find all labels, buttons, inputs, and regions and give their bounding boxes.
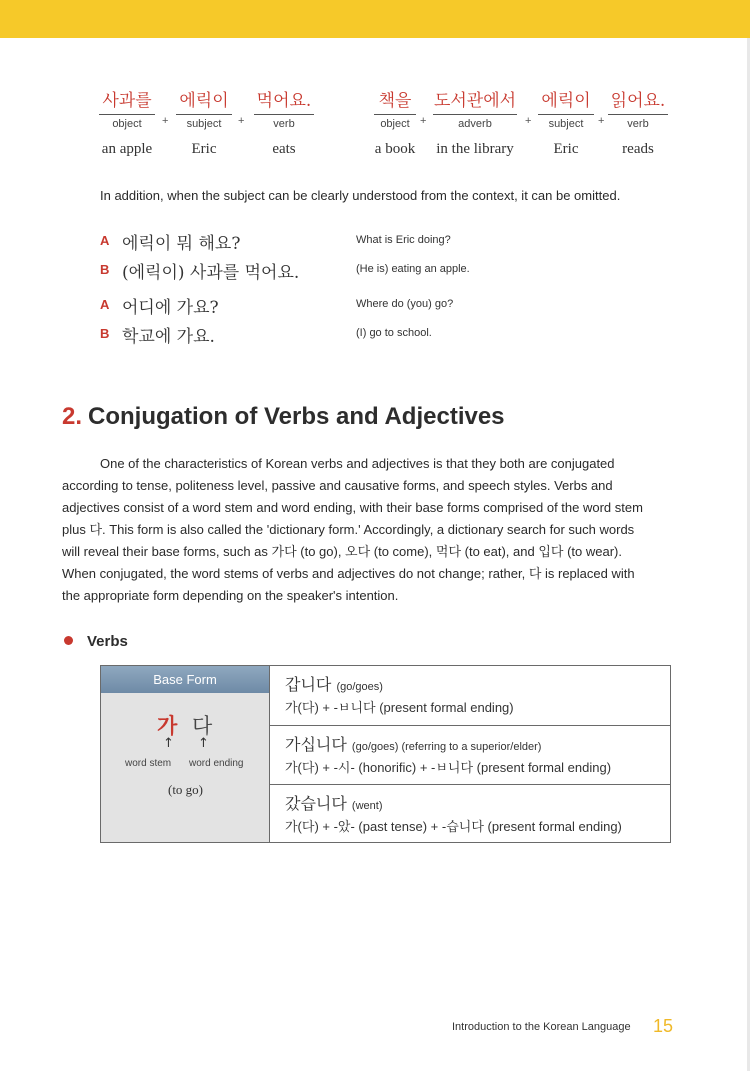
conjugation-table <box>100 665 671 843</box>
example-word-role: subject <box>186 118 222 130</box>
example-word-english: an apple <box>101 141 153 157</box>
example-word-english: in the library <box>436 141 514 157</box>
dialogue-korean: 학교에 가요. <box>122 327 215 347</box>
conjugation-formula: 가(다) + -았- (past tense) + -습니다 (present formal ending) <box>285 819 622 834</box>
body-paragraph <box>62 453 674 607</box>
dialogue-line <box>100 293 620 319</box>
speaker-label: B <box>100 262 110 277</box>
example-word-korean: 먹어요. <box>256 91 312 111</box>
plus-sign: + <box>238 115 245 127</box>
dialogue-english: (He is) eating an apple. <box>356 263 470 275</box>
arrow-up-icon: ↑ <box>198 736 209 751</box>
conjugation-formula: 가(다) + -시- (honorific) + -ㅂ니다 (present formal ending) <box>285 760 612 775</box>
section-number: 2. <box>62 403 83 430</box>
example-underline <box>433 114 517 115</box>
dialogue-line <box>100 322 620 348</box>
example-word-role: verb <box>273 118 295 130</box>
example-word <box>608 90 668 158</box>
top-color-bar <box>0 0 750 38</box>
plus-sign: + <box>162 115 169 127</box>
plus-sign: + <box>598 115 605 127</box>
example-word-english: Eric <box>191 141 217 157</box>
example-word-english: eats <box>272 141 296 157</box>
section-title: Conjugation of Verbs and Adjectives <box>88 403 505 430</box>
speaker-label: B <box>100 326 110 341</box>
body-line: plus 다. This form is also called the 'dictionary form.' Accordingly, a dictionary search for such words <box>62 522 635 537</box>
example-word-role: object <box>380 118 410 130</box>
dialogue-korean: 어디에 가요? <box>122 298 219 318</box>
conjugation-formula: 가(다) + -ㅂ니다 (present formal ending) <box>285 700 514 715</box>
example-word-english: a book <box>374 141 416 157</box>
plus-sign: + <box>420 115 427 127</box>
body-line: will reveal their base forms, such as 가다 (to go), 오다 (to come), 먹다 (to eat), and 입다 (to wear). <box>62 544 622 559</box>
conjugation-row <box>270 666 670 726</box>
example-word-korean: 도서관에서 <box>433 91 517 111</box>
example-underline <box>374 114 416 115</box>
page-number: 15 <box>653 1016 674 1036</box>
example-word-korean: 에릭이 <box>179 91 229 111</box>
body-line: the appropriate form depending on the speaker's intention. <box>62 588 399 603</box>
speaker-label: A <box>100 233 110 248</box>
example-word-english: Eric <box>553 141 579 157</box>
example-underline <box>608 114 668 115</box>
word-stem: 가 <box>157 713 178 738</box>
body-line: according to tense, politeness level, passive and causative forms, and speech styles. Verbs and <box>62 478 613 493</box>
example-underline <box>538 114 594 115</box>
dialogue-english: (I) go to school. <box>356 327 432 339</box>
section-heading <box>62 403 505 431</box>
verbs-heading <box>64 633 128 650</box>
conjugated-form: 갔습니다 <box>285 794 347 813</box>
example-word-role: subject <box>548 118 584 130</box>
speaker-label: A <box>100 297 110 312</box>
dialogue-korean: (에릭이) 사과를 먹어요. <box>122 263 300 283</box>
example-underline <box>99 114 155 115</box>
example-word-role: verb <box>627 118 649 130</box>
body-line: When conjugated, the word stems of verbs and adjectives do not change; rather, 다 is replaced with <box>62 566 635 581</box>
word-ending: 다 <box>192 714 213 738</box>
example-underline <box>176 114 232 115</box>
conjugated-gloss: (went) <box>351 800 383 812</box>
dialogue-korean: 에릭이 뭐 해요? <box>122 234 241 254</box>
dialogue-english: Where do (you) go? <box>356 298 454 310</box>
dialogue-line <box>100 229 620 255</box>
dialogue-line <box>100 258 620 284</box>
conjugation-row <box>270 785 670 842</box>
example-word <box>433 90 517 158</box>
example-word <box>374 90 416 158</box>
conjugated-form: 갑니다 <box>285 675 332 694</box>
body-line: adjectives consist of a word stem and word ending, with their base forms comprised of the word stem <box>62 500 643 515</box>
dialogue-english: What is Eric doing? <box>356 234 451 246</box>
example-word <box>176 90 232 158</box>
example-word-korean: 읽어요. <box>610 91 666 111</box>
omission-note: In addition, when the subject can be clearly understood from the context, it can be omitted. <box>100 188 621 203</box>
running-footer: Introduction to the Korean Language <box>452 1021 631 1033</box>
verbs-heading-text: Verbs <box>87 633 128 650</box>
conjugated-form: 가십니다 <box>285 735 347 754</box>
plus-sign: + <box>525 115 532 127</box>
example-word-korean: 책을 <box>378 91 412 111</box>
conjugated-gloss: (go/goes) (referring to a superior/elder) <box>351 741 542 753</box>
conjugation-row <box>270 726 670 785</box>
base-form-cell <box>101 666 270 842</box>
example-underline <box>254 114 314 115</box>
example-word-role: adverb <box>458 118 492 130</box>
example-word-korean: 사과를 <box>102 91 152 111</box>
conjugated-gloss: (go/goes) <box>336 681 383 693</box>
stem-label: word stem <box>125 758 172 769</box>
body-line: One of the characteristics of Korean verbs and adjectives is that they both are conjugated <box>100 456 615 471</box>
base-form-header: Base Form <box>101 666 269 693</box>
base-form-gloss: (to go) <box>167 782 204 797</box>
example-word-korean: 에릭이 <box>541 91 591 111</box>
example-word-role: object <box>112 118 142 130</box>
example-word <box>254 90 314 158</box>
example-word <box>538 90 594 158</box>
arrow-up-icon: ↑ <box>163 736 174 751</box>
example-word-english: reads <box>622 141 654 157</box>
bullet-icon <box>64 636 73 645</box>
example-word <box>99 90 155 158</box>
ending-label: word ending <box>189 758 244 769</box>
